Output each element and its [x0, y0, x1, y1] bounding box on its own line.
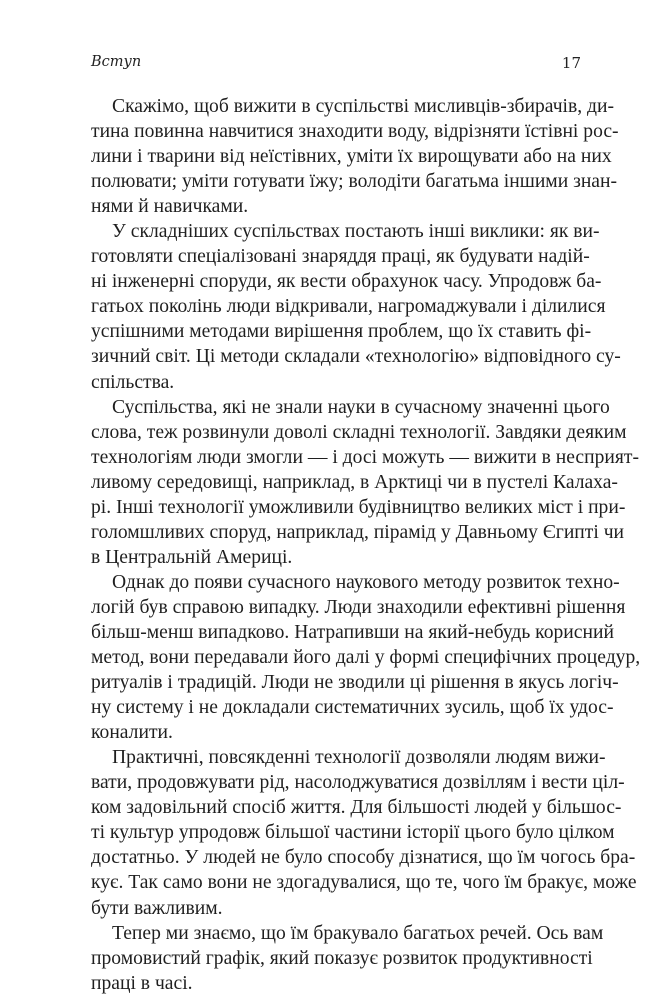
paragraph: [91, 94, 619, 219]
text-line: готовляти спеціалізовані знаряддя праці, як будувати надій-: [91, 246, 590, 268]
text-line: успішними методами вирішення проблем, що їх ставить фі-: [91, 321, 592, 343]
text-line: рі. Інші технології уможливили будівництво великих міст і при-: [91, 496, 626, 518]
text-line: тина повинна навчитися знаходити воду, відрізняти їстівні рос-: [91, 121, 619, 143]
text-line: більш-менш випадково. Натрапивши на який-небудь корисний: [91, 621, 614, 643]
running-head: Вступ: [91, 54, 142, 70]
paragraph: [91, 570, 641, 745]
text-line: ритуалів і традицій. Люди не зводили ці рішення в якусь логіч-: [91, 672, 619, 694]
text-line: бути важливим.: [91, 897, 223, 919]
text-line: праці в часі.: [91, 972, 193, 994]
text-line: ні інженерні споруди, як вести обрахунок часу. Упродовж ба-: [91, 271, 602, 293]
text-line: слова, теж розвинули доволі складні технології. Завдяки деяким: [91, 421, 627, 443]
text-line: в Центральній Америці.: [91, 546, 293, 568]
text-line: метод, вони передавали його далі у формі специфічних процедур,: [91, 647, 641, 669]
text-line: Суспільства, які не знали науки в сучасному значенні цього: [112, 396, 610, 418]
paragraph: [91, 219, 621, 394]
text-line: Скажімо, щоб вижити в суспільстві мисливців-збирачів, ди-: [112, 96, 615, 117]
text-line: голомшливих споруд, наприклад, пірамід у Давньому Єгипті чи: [91, 521, 625, 543]
text-line: логій був справою випадку. Люди знаходили ефективні рішення: [91, 596, 626, 618]
text-line: вати, продовжувати рід, насолоджуватися дозвіллям і вести ціл-: [91, 772, 625, 794]
text-line: достатньо. У людей не було способу дізнатися, що їм чогось бра-: [91, 847, 636, 869]
text-line: зичний світ. Ці методи складали «технологію» відповідного су-: [91, 346, 621, 368]
paragraph: [91, 395, 639, 570]
text-line: У складніших суспільствах постають інші виклики: як ви-: [112, 221, 600, 243]
text-line: нями й навичками.: [91, 196, 249, 218]
page-number: 17: [561, 54, 581, 72]
paragraph: [91, 921, 604, 996]
text-line: Практичні, повсякденні технології дозволяли людям вижи-: [112, 747, 606, 769]
text-line: спільства.: [91, 371, 175, 393]
body-text: [91, 94, 641, 996]
text-line: ком задовільний спосіб життя. Для більшості людей у більшос-: [91, 797, 622, 819]
text-line: ті культур упродовж більшої частини історії цього було цілком: [91, 822, 615, 844]
text-line: лини і тварини від неїстівних, уміти їх вирощувати або на них: [91, 146, 612, 168]
paragraph: [91, 745, 637, 920]
text-line: Однак до появи сучасного наукового методу розвиток техно-: [112, 571, 620, 593]
text-line: гатьох поколінь люди відкривали, нагромаджували і ділилися: [91, 296, 606, 318]
text-line: коналити.: [91, 722, 173, 744]
text-line: ливому середовищі, наприклад, в Арктиці чи в пустелі Калаха-: [91, 471, 618, 493]
text-line: кує. Так само вони не здогадувалися, що те, чого їм бракує, може: [91, 872, 637, 894]
text-line: полювати; уміти готувати їжу; володіти багатьма іншими знан-: [91, 171, 618, 193]
text-line: промовистий графік, який показує розвиток продуктивності: [91, 947, 593, 969]
text-line: ну систему і не докладали систематичних зусиль, щоб їх удос-: [91, 697, 614, 719]
text-line: технологіям люди змогли — і досі можуть — вижити в несприят-: [91, 446, 639, 468]
text-line: Тепер ми знаємо, що їм бракувало багатьох речей. Ось вам: [112, 922, 604, 944]
